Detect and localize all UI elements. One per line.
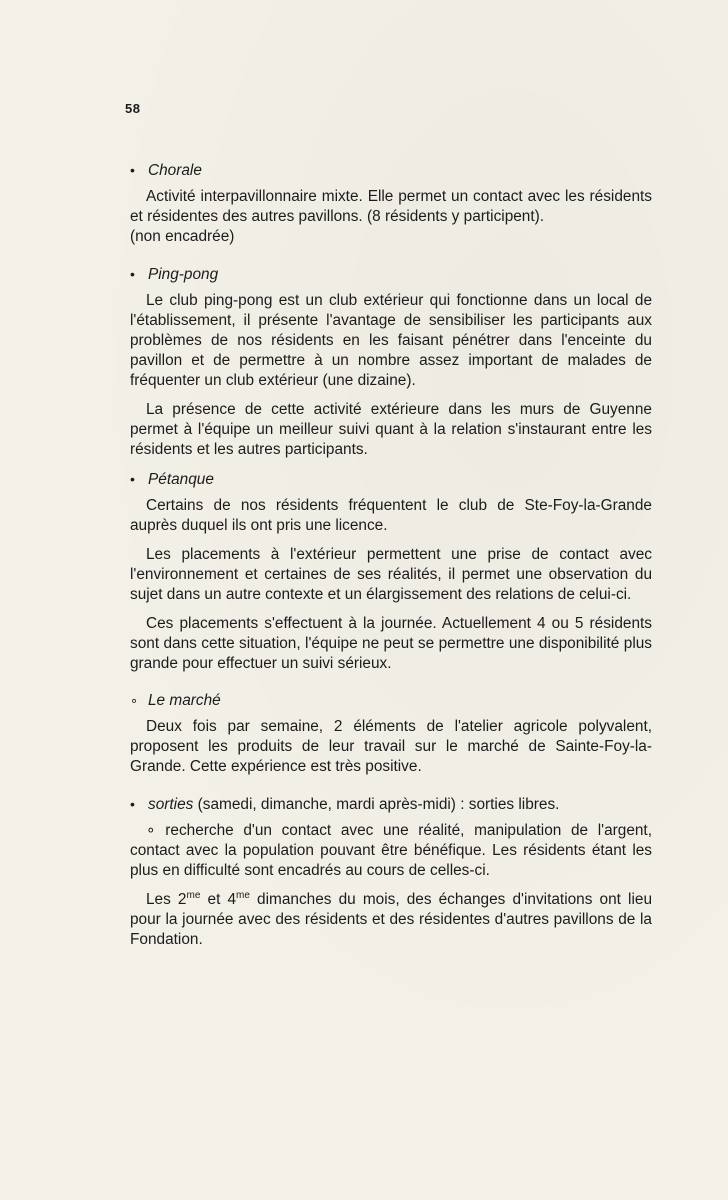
section-title: Chorale: [148, 162, 202, 179]
superscript: me: [236, 889, 250, 901]
paragraph-note: (non encadrée): [130, 228, 235, 245]
paragraph: Activité interpavillonnaire mixte. Elle permet un contact avec les résidents et résidentes des autres pavillons. (8 résidents y participent).: [130, 188, 652, 225]
hollow-bullet-icon: ∘: [130, 693, 139, 708]
paragraph: Les placements à l'extérieur permettent une prise de contact avec l'environnement et certaines de ses réalités, il permet une observation du sujet dans un autre contexte et un élargissement des relations de celui-ci.: [130, 546, 652, 603]
paragraph: Certains de nos résidents fréquentent le club de Ste-Foy-la-Grande auprès duquel ils ont pris une licence.: [130, 497, 652, 534]
hollow-bullet-icon: ∘: [146, 822, 156, 839]
paragraph: Les $2^{me}$ et $4^{me}$ dimanches du mois, des échanges d'invitations ont lieu pour la journée avec des résidents et des résidentes d'autres pavillons de la Fondation.: [130, 889, 652, 948]
paragraph: Le club ping-pong est un club extérieur qui fonctionne dans un local de l'établissement, il présente l'avantage de sensibiliser les participants aux problèmes de nos résidents en les faisant pénétrer dans l'enceinte du pavillon et de permettre à un nombre assez important de malades de fréquenter un club extérieur (une dizaine).: [130, 292, 652, 389]
section-title: Ping-pong: [148, 266, 219, 283]
section-heading-chorale: [130, 160, 652, 181]
paragraph: Ces placements s'effectuent à la journée. Actuellement 4 ou 5 résidents sont dans cette situation, l'équipe ne peut se permettre une disponibilité plus grande pour effectuer un suivi sérieux.: [130, 615, 652, 672]
section-heading-petanque: [130, 469, 652, 490]
section-heading-marche: [130, 691, 652, 711]
superscript: me: [186, 889, 201, 901]
section-title: Pétanque: [148, 471, 214, 488]
section-title: sorties: [148, 796, 194, 813]
paragraph: La présence de cette activité extérieure dans les murs de Guyenne permet à l'équipe un meilleur suivi quant à la relation s'instaurant entre les résidents et les autres participants.: [130, 401, 652, 458]
section-title: Le marché: [148, 692, 221, 709]
paragraph: ∘ recherche d'un contact avec une réalité, manipulation de l'argent, contact avec la population pouvant être bénéfique. Les résidents étant les plus en difficulté sont encadrés au cours de celles-ci.: [130, 822, 652, 879]
section-title-rest: (samedi, dimanche, mardi après-midi) : sorties libres.: [193, 796, 560, 813]
bullet-icon: •: [130, 471, 135, 487]
page-number: 58: [125, 101, 141, 116]
bullet-icon: •: [130, 162, 135, 178]
section-heading-sorties: [130, 794, 652, 815]
paragraph: Deux fois par semaine, 2 éléments de l'atelier agricole polyvalent, proposent les produits de leur travail sur le marché de Sainte-Foy-la-Grande. Cette expérience est très positive.: [130, 718, 652, 775]
bullet-icon: •: [130, 796, 135, 812]
bullet-icon: •: [130, 266, 135, 282]
page-content: [130, 160, 652, 959]
section-heading-ping-pong: [130, 264, 652, 285]
